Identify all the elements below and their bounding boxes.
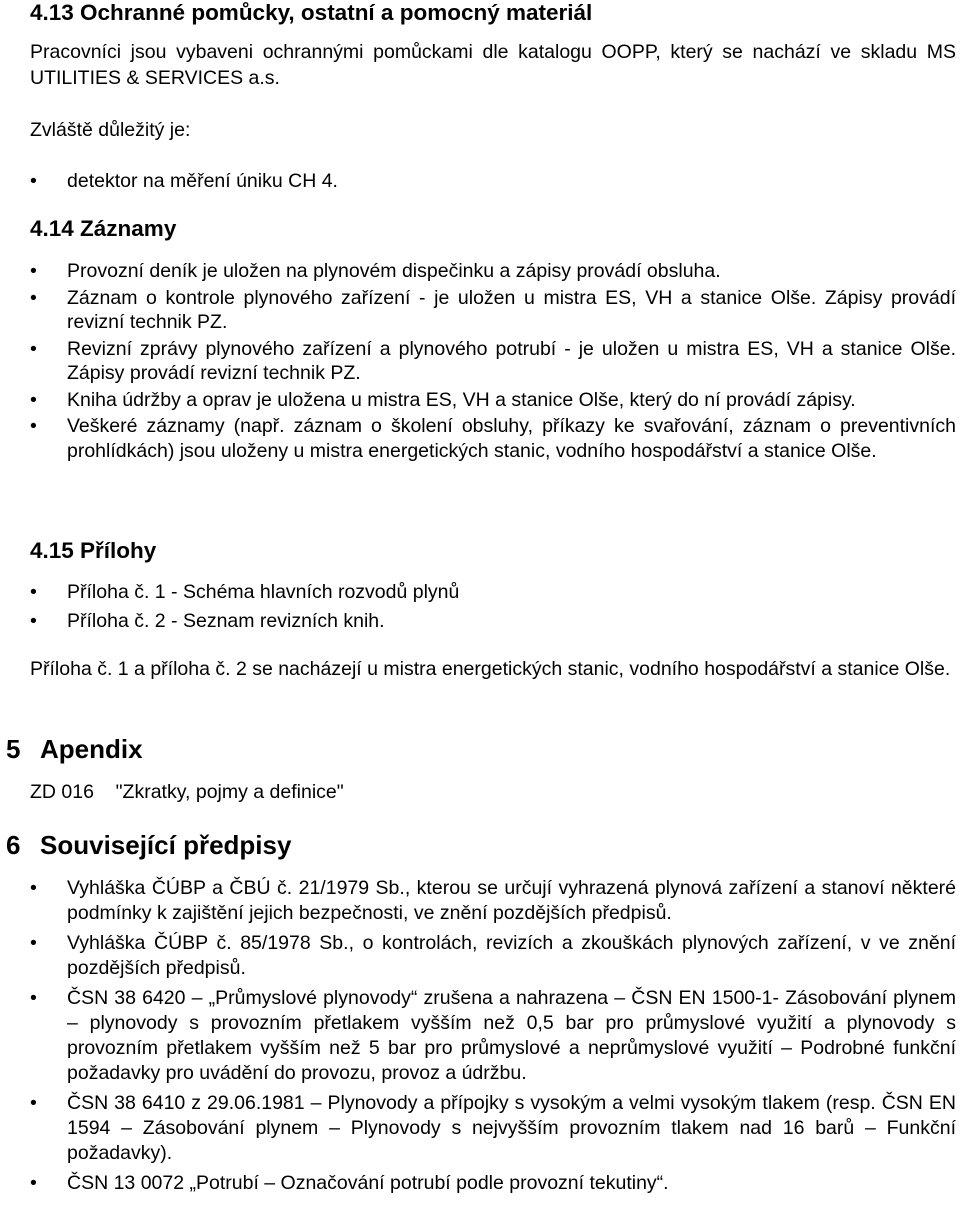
section-number: 5 [6,734,21,764]
section-number: 6 [6,830,21,860]
bullet-icon: • [30,415,37,437]
list-item: • Kniha údržby a oprav je uložena u mistra ES, VH a stanice Olše, který do ní provádí zápisy. [30,388,856,411]
bullet-icon: • [30,170,37,192]
section-4-13-heading: 4.13 Ochranné pomůcky, ostatní a pomocný materiál [30,0,593,25]
section-4-15-heading: 4.15 Přílohy [30,538,157,563]
section-title: Související předpisy [40,830,292,860]
bullet-icon: • [30,388,37,411]
list-item: • Provozní deník je uložen na plynovém dispečinku a zápisy provádí obsluha. [30,260,721,282]
bullet-icon: • [30,286,37,309]
bullet-icon: • [30,932,37,954]
list-item: • detektor na měření úniku CH 4. [30,170,338,192]
section-6-heading [6,830,291,861]
list-item: • ČSN 38 6420 – „Průmyslové plynovody“ zrušena a nahrazena – ČSN EN 1500-1- Zásobování plynem – plynovody s provozním přetlakem vyšším než 0,5 bar pro průmyslové využití a plynovody s provozním přetlakem vyšším než 5 bar pro průmyslové a neprůmyslové využití – Podrobné funkční požadavky pro uvádění do provozu, provoz a údržbu. [30,987,956,1084]
apendix-reference: ZD 016 "Zkratky, pojmy a definice" [30,781,344,803]
important-label: Zvláště důležitý je: [30,119,191,141]
records-list [30,259,956,465]
list-item: • ČSN 38 6410 z 29.06.1981 – Plynovody a přípojky s vysokým a velmi vysokým tlakem (resp. ČSN EN 1594 – Zásobování plynem – Plynovody s nejvyšším provozním tlakem nad 16 barů – Funkční požadavky). [30,1092,956,1164]
list-item: • Příloha č. 2 - Seznam revizních knih. [30,609,385,632]
attachments-note: Příloha č. 1 a příloha č. 2 se nacházejí u mistra energetických stanic, vodního hospodářství a stanice Olše. [30,658,951,680]
important-list [30,169,956,194]
bullet-icon: • [30,1092,37,1114]
list-item: • Veškeré záznamy (např. záznam o školení obsluhy, příkazy ke svařování, záznam o preventivních prohlídkách) jsou uloženy u mistra energetických stanic, vodního hospodářství a stanice Olše. [30,415,956,462]
bullet-icon: • [30,609,37,632]
bullet-icon: • [30,337,37,360]
list-item: • Vyhláška ČÚBP č. 85/1978 Sb., o kontrolách, revizích a zkouškách plynových zařízení, v ve znění pozdějších předpisů. [30,932,956,979]
section-4-14-heading: 4.14 Záznamy [30,216,177,241]
bullet-icon: • [30,1172,37,1194]
list-item: • Příloha č. 1 - Schéma hlavních rozvodů plynů [30,581,460,603]
list-item: • Revizní zprávy plynového zařízení a plynového potrubí - je uložen u mistra ES, VH a stanice Olše. Zápisy provádí revizní technik PZ. [30,337,956,384]
list-item: • Vyhláška ČÚBP a ČBÚ č. 21/1979 Sb., kterou se určují vyhrazená plynová zařízení a stanoví některé podmínky k zajištění jejich bezpečnosti, ve znění pozdějších předpisů. [30,877,956,924]
attachments-list [30,580,956,633]
bullet-icon: • [30,581,37,603]
list-item: • Záznam o kontrole plynového zařízení - je uložen u mistra ES, VH a stanice Olše. Zápisy provádí revizní technik PZ. [30,286,956,333]
bullet-icon: • [30,877,37,899]
section-5-heading [6,734,143,765]
section-4-13-intro: Pracovníci jsou vybaveni ochrannými pomůckami dle katalogu OOPP, který se nachází ve skladu MS UTILITIES & SERVICES a.s. [30,41,956,89]
bullet-icon: • [30,260,37,282]
section-title: Apendix [40,734,143,764]
list-item: • ČSN 13 0072 „Potrubí – Označování potrubí podle provozní tekutiny“. [30,1172,669,1194]
bullet-icon: • [30,987,37,1009]
regulations-list [30,876,956,1204]
